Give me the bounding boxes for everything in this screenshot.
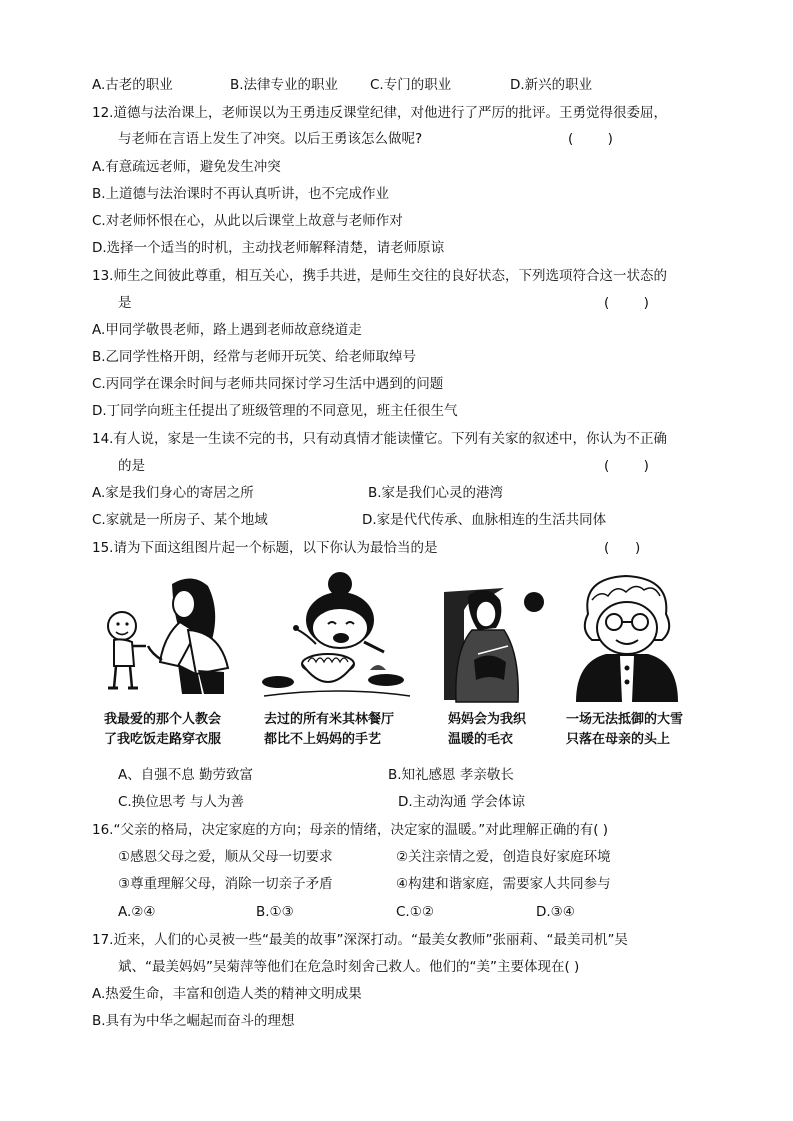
picture2-caption-line1: 去过的所有米其林餐厅 [264,712,395,727]
q14-option-a: A.家是我们身心的寄居之所 [92,485,254,501]
q15-option-d: D.主动沟通 学会体谅 [398,794,525,810]
q14-option-b: B.家是我们心灵的港湾 [368,485,504,501]
mother-knitting-illustration [434,570,546,705]
picture4-caption [566,710,683,750]
grandmother-illustration [562,570,692,705]
q16-option-b: B.①③ [256,904,294,920]
q13-stem-line1: 13.师生之间彼此尊重，相互关心，携手共进，是师生交往的良好状态，下列选项符合这一状态的 [92,268,667,284]
q12-option-c: C.对老师怀恨在心，从此以后课堂上故意与老师作对 [92,213,403,229]
girl-eating-illustration [258,570,416,705]
q16-option-c: C.①② [396,904,434,920]
picture1-caption [104,710,221,750]
picture1-caption-line2: 了我吃饭走路穿衣服 [104,732,222,747]
q16-item-4: ④构建和谐家庭，需要家人共同参与 [396,876,611,892]
q15-option-a: A、自强不息 勤劳致富 [118,767,254,783]
q13-option-b: B.乙同学性格开朗，经常与老师开玩笑、给老师取绰号 [92,349,417,365]
q11-option-c: C.专门的职业 [370,77,452,93]
q16-item-1: ①感恩父母之爱，顺从父母一切要求 [118,849,333,865]
q15-stem: 15.请为下面这组图片起一个标题，以下你认为最恰当的是 [92,540,438,556]
q17-stem-line2: 斌、“最美妈妈”吴菊萍等他们在危急时刻舍己救人。他们的“美”主要体现在( ) [118,959,580,975]
q16-option-a: A.②④ [118,904,156,920]
q14-option-c: C.家就是一所房子、某个地域 [92,512,268,528]
q13-stem-line2: 是 [118,295,132,311]
q15-option-c: C.换位思考 与人为善 [118,794,245,810]
q11-option-a: A.古老的职业 [92,77,173,93]
q12-option-a: A.有意疏远老师，避免发生冲突 [92,159,281,175]
picture2-caption [264,710,394,750]
q16-option-d: D.③④ [536,904,575,920]
q17-option-a: A.热爱生命，丰富和创造人类的精神文明成果 [92,986,362,1002]
q15-option-b: B.知礼感恩 孝亲敬长 [388,767,514,783]
q17-option-b: B.具有为中华之崛起而奋斗的理想 [92,1013,295,1029]
q14-answer-bracket: ( ) [604,458,649,474]
q13-answer-bracket: ( ) [604,295,649,311]
picture3-caption-line1: 妈妈会为我织 [448,712,527,727]
q13-option-c: C.丙同学在课余时间与老师共同探讨学习生活中遇到的问题 [92,376,444,392]
q12-stem-line2: 与老师在言语上发生了冲突。以后王勇该怎么做呢? [118,131,423,147]
q16-item-2: ②关注亲情之爱，创造良好家庭环境 [396,849,611,865]
q12-stem-line1: 12.道德与法治课上，老师误以为王勇违反课堂纪律，对他进行了严厉的批评。王勇觉得很委屈， [92,105,667,121]
q14-stem-line2: 的是 [118,458,145,474]
q17-stem-line1: 17.近来，人们的心灵被一些“最美的故事”深深打动。“最美女教师”张丽莉、“最美司机”吴 [92,932,628,948]
q16-item-3: ③尊重理解父母，消除一切亲子矛盾 [118,876,333,892]
q16-stem: 16.“父亲的格局，决定家庭的方向；母亲的情绪，决定家的温暖。”对此理解正确的有( ) [92,822,609,838]
q11-option-b: B.法律专业的职业 [230,77,339,93]
q14-stem-line1: 14.有人说，家是一生读不完的书，只有动真情才能读懂它。下列有关家的叙述中，你认为不正确 [92,431,667,447]
q13-option-d: D.丁同学向班主任提出了班级管理的不同意见，班主任很生气 [92,403,458,419]
picture4-caption-line2: 只落在母亲的头上 [566,732,671,747]
q14-option-d: D.家是代代传承、血脉相连的生活共同体 [362,512,607,528]
q12-option-b: B.上道德与法治课时不再认真听讲，也不完成作业 [92,186,390,202]
q12-option-d: D.选择一个适当的时机，主动找老师解释清楚，请老师原谅 [92,240,445,256]
picture1-caption-line1: 我最爱的那个人教会 [104,712,222,727]
q13-option-a: A.甲同学敬畏老师，路上遇到老师故意绕道走 [92,322,362,338]
q15-answer-bracket: ( ) [604,540,641,556]
picture2-caption-line2: 都比不上妈妈的手艺 [264,732,382,747]
child-and-mother-illustration [100,570,240,705]
picture3-caption [448,710,526,750]
q12-answer-bracket: ( ) [568,131,613,147]
q11-option-d: D.新兴的职业 [510,77,593,93]
picture3-caption-line2: 温暖的毛衣 [448,732,514,747]
picture4-caption-line1: 一场无法抵御的大雪 [566,712,684,727]
